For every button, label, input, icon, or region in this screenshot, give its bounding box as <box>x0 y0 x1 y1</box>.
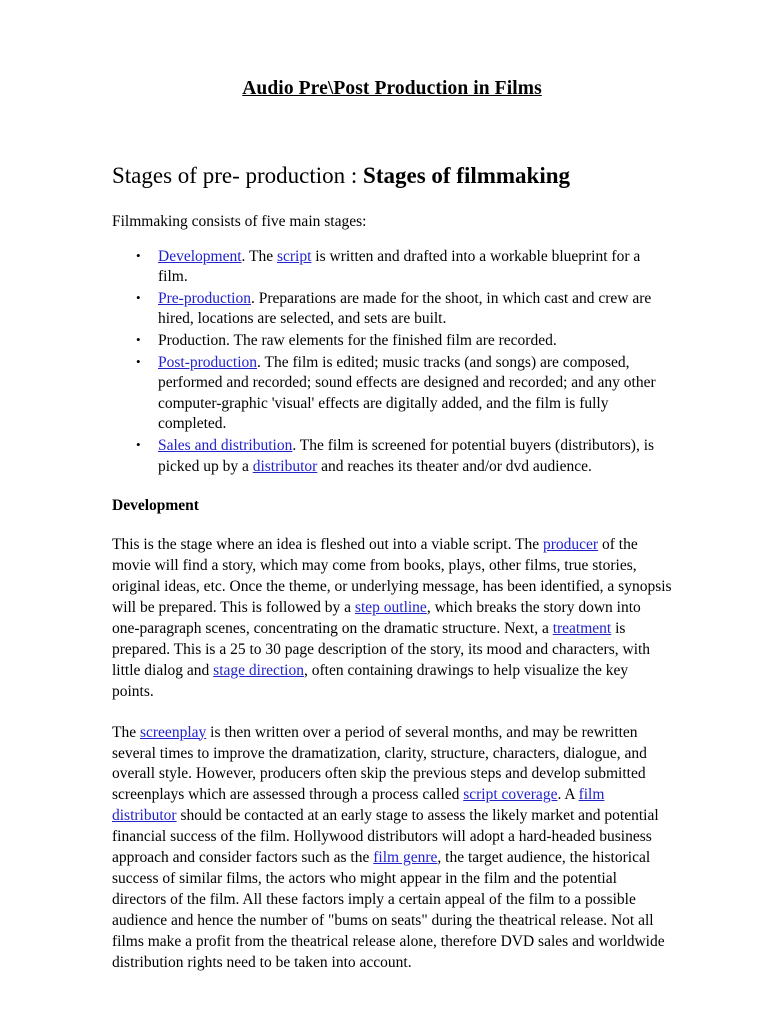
list-item <box>158 289 672 330</box>
list-item <box>158 331 672 352</box>
paragraph-development-1 <box>112 535 672 702</box>
list-item-text: . The film is edited; music tracks (and songs) are composed, performed and recorded; sound effects are designed and recorded; and any other computer-graphic 'visual' effects are digitally added, and the film is fully completed. <box>158 353 656 433</box>
link-producer[interactable]: producer <box>543 536 599 554</box>
link-step-outline[interactable]: step outline <box>354 598 427 616</box>
par2-text-3: . A <box>557 786 579 804</box>
par1-text-4: is prepared. This is a 25 to 30 page description of the story, its mood and characters, with little dialog and <box>112 619 651 679</box>
list-item-text-tail: is written and drafted into a workable blueprint for a film. <box>158 247 641 286</box>
link-treatment[interactable]: treatment <box>552 619 612 637</box>
subsection-heading-development: Development <box>112 497 199 515</box>
title-spacer <box>112 100 672 162</box>
par2-text-1: The <box>112 723 140 741</box>
par1-text-3: , which breaks the story down into one-paragraph scenes, concentrating on the dramatic structure. Next, a <box>112 598 641 637</box>
link-pre-production[interactable]: Pre-production <box>158 289 251 307</box>
section-heading-stages <box>112 162 672 190</box>
link-film-distributor[interactable]: film distributor <box>112 786 605 825</box>
intro-text: Filmmaking consists of five main stages: <box>112 212 367 230</box>
par2-text-5: , the target audience, the historical success of similar films, the actors who might appear in the film and the potential directors of the film. All these factors imply a certain appeal of the film to a possible audience and hence the number of "bums on seats" during the theatrical release. Not all films make a profit from the theatrical release alone, therefore DVD sales and worldwide distribution rights need to be taken into account. <box>112 849 665 971</box>
list-item-text: Production. The raw elements for the finished film are recorded. <box>158 331 557 349</box>
link-development[interactable]: Development <box>158 247 242 265</box>
link-distributor[interactable]: distributor <box>252 457 318 475</box>
heading-plain-part: Stages of pre- production : <box>112 163 364 188</box>
heading-bold-part: Stages of filmmaking <box>363 163 571 188</box>
par1-text-2: of the movie will find a story, which may come from books, plays, other films, true stories, original ideas, etc. Once the theme, or underlying message, has been identified, a synopsis will be prepared. This is followed by a <box>112 536 672 616</box>
par2-text-2: is then written over a period of several months, and may be rewritten several times to improve the dramatization, clarity, structure, characters, dialogue, and overall style. However, producers often skip the previous steps and develop submitted screenplays which are assessed through a process called <box>112 723 647 804</box>
document-title: Audio Pre\Post Production in Films <box>242 78 542 99</box>
stages-list <box>112 247 672 478</box>
link-post-production[interactable]: Post-production <box>158 353 258 371</box>
list-item <box>158 436 672 477</box>
par1-text-5: , often containing drawings to help visualize the key points. <box>112 661 629 700</box>
list-item-text: . The film is screened for potential buyers (distributors), is picked up by a <box>158 437 655 475</box>
link-stage-direction[interactable]: stage direction <box>213 661 304 679</box>
paragraph-development-2 <box>112 723 672 974</box>
list-item-text: . Preparations are made for the shoot, in which cast and crew are hired, locations are selected, and sets are built. <box>158 289 652 328</box>
par1-text-1: This is the stage where an idea is fleshed out into a viable script. The <box>112 536 544 554</box>
link-script[interactable]: script <box>276 247 312 265</box>
link-script-coverage[interactable]: script coverage <box>463 786 558 804</box>
par2-text-4: should be contacted at an early stage to assess the likely market and potential financial success of the film. Hollywood distributors will adopt a hard-headed business approach and consider factors such as the <box>112 807 659 867</box>
link-sales-and-distribution[interactable]: Sales and distribution <box>158 437 293 454</box>
list-item <box>158 247 672 288</box>
list-item <box>158 353 672 435</box>
list-item-text: . The <box>241 247 277 265</box>
link-screenplay[interactable]: screenplay <box>139 723 207 741</box>
list-item-text-tail: and reaches its theater and/or dvd audience. <box>317 457 592 475</box>
link-film-genre[interactable]: film genre <box>373 849 438 867</box>
